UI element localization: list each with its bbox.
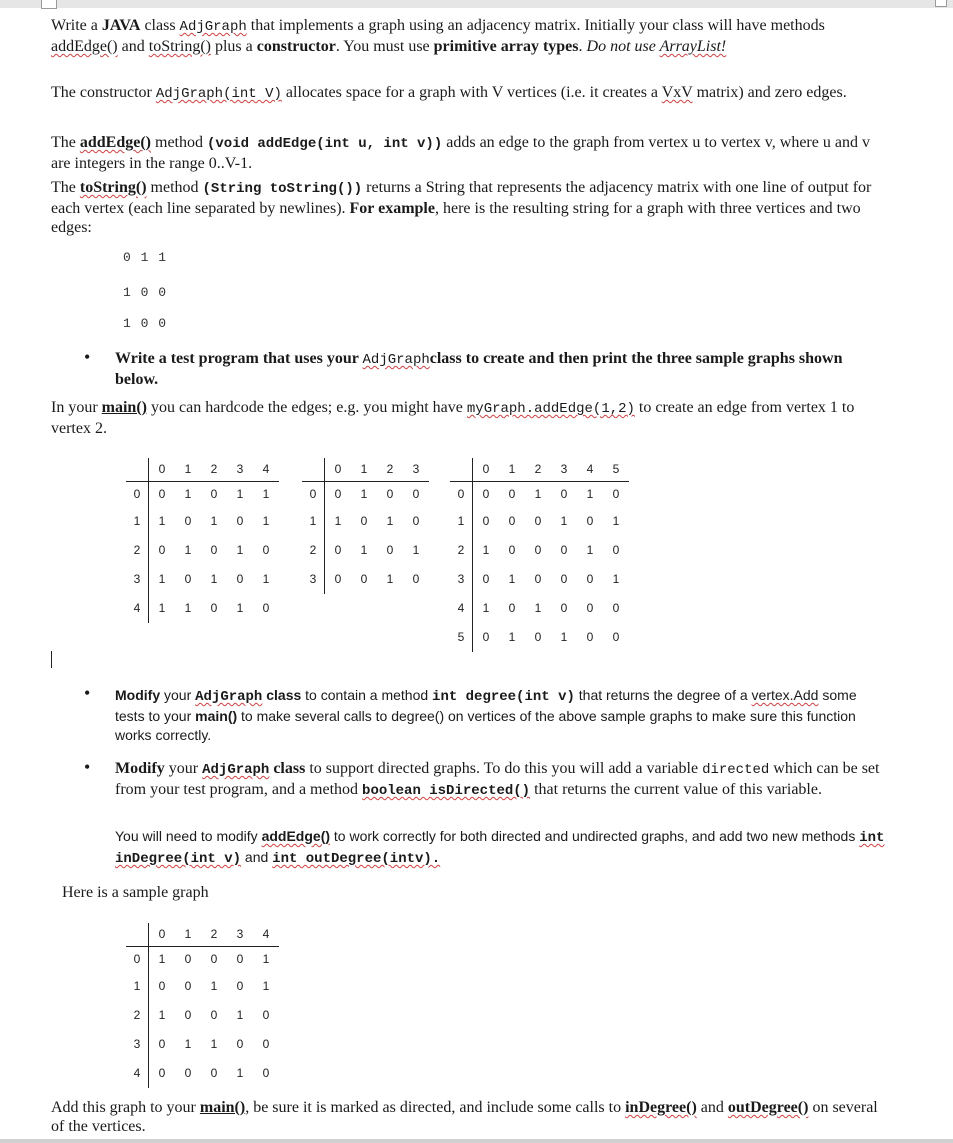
matrix-cell: 0: [508, 514, 516, 528]
matrix-cell: 0: [236, 572, 244, 586]
addedge-paragraph: The addEdge() method (void addEdge(int u, int v)) adds an edge to the graph from vertex u to vertex v, where u and v are integers in the range 0..V-1.: [51, 134, 870, 172]
matrix-row: [450, 565, 629, 594]
matrix-row: [450, 482, 629, 508]
matrix-cell: 0: [184, 1008, 192, 1022]
matrix-cell: 1: [210, 514, 218, 528]
matrix-row-header: 2: [126, 1001, 149, 1030]
matrix-column-header: 3: [227, 458, 253, 482]
matrix-cell: 1: [360, 487, 368, 501]
sample-graph-label: Here is a sample graph: [62, 884, 209, 901]
matrix-corner-cell: [302, 458, 325, 482]
matrix-cell: 0: [158, 1037, 166, 1051]
matrix-cell: 0: [334, 487, 342, 501]
matrix-cell: 0: [236, 514, 244, 528]
matrix-cell: 0: [210, 601, 218, 615]
matrix-row-header: 1: [126, 507, 149, 536]
matrix-cell: 1: [386, 572, 394, 586]
matrix-cell: 0: [210, 487, 218, 501]
bullet-marker: •: [84, 347, 91, 367]
matrix-cell: 1: [184, 487, 192, 501]
matrix-cell: 0: [508, 487, 516, 501]
degree-bullet: Modify your AdjGraph class to contain a method int degree(int v) that returns the degree of a vertex.Add some tests to your main() to make several calls to degree() on vertices of the above sample graphs to make sure this function works correctly.: [115, 687, 857, 743]
matrix-cell: 0: [184, 1066, 192, 1080]
sample-graph-matrix-3: [450, 458, 629, 652]
matrix-cell: 1: [360, 543, 368, 557]
directed-sample-matrix: [126, 923, 279, 1088]
matrix-cell: 1: [158, 601, 166, 615]
matrix-row-header: 4: [450, 594, 473, 623]
matrix-cell: 0: [586, 630, 594, 644]
matrix-cell: 0: [612, 543, 620, 557]
matrix-cell: 1: [210, 1037, 218, 1051]
matrix-column-header: 2: [525, 458, 551, 482]
matrix-cell: 1: [158, 572, 166, 586]
matrix-column-header: 0: [325, 458, 352, 482]
matrix-column-header: 3: [227, 923, 253, 947]
matrix-cell: 1: [612, 572, 620, 586]
matrix-row-header: 0: [450, 482, 473, 508]
matrix-cell: 0: [236, 952, 244, 966]
matrix-row: [126, 947, 279, 973]
matrix-column-header: 2: [377, 458, 403, 482]
matrix-row: [126, 1001, 279, 1030]
page-corner-marker: [41, 0, 57, 9]
matrix-cell: 0: [560, 487, 568, 501]
matrix-cell: 0: [386, 487, 394, 501]
matrix-cell: 1: [482, 543, 490, 557]
matrix-cell: 0: [412, 572, 420, 586]
matrix-corner-cell: [126, 923, 149, 947]
matrix-cell: 0: [560, 543, 568, 557]
matrix-row: [126, 507, 279, 536]
matrix-row-header: 4: [126, 594, 149, 623]
matrix-cell: 0: [482, 487, 490, 501]
matrix-cell: 1: [262, 979, 270, 993]
matrix-row: [126, 594, 279, 623]
matrix-column-header: 1: [175, 923, 201, 947]
matrix-row-header: 3: [450, 565, 473, 594]
sample-graph-matrix-2: [302, 458, 429, 594]
matrix-cell: 1: [158, 1008, 166, 1022]
matrix-cell: 1: [334, 514, 342, 528]
matrix-cell: 0: [412, 487, 420, 501]
matrix-cell: 0: [534, 514, 542, 528]
matrix-row-header: 2: [450, 536, 473, 565]
matrix-row: [450, 623, 629, 652]
example-output-row: 1 0 0: [123, 285, 168, 300]
matrix-row-header: 2: [302, 536, 325, 565]
matrix-column-header: 3: [551, 458, 577, 482]
matrix-row: [126, 565, 279, 594]
matrix-row: [126, 482, 279, 508]
matrix-cell: 0: [534, 572, 542, 586]
matrix-corner-cell: [450, 458, 473, 482]
text-cursor: [51, 651, 52, 668]
matrix-cell: 0: [262, 1037, 270, 1051]
matrix-cell: 1: [508, 630, 516, 644]
matrix-cell: 0: [262, 601, 270, 615]
matrix-cell: 0: [560, 601, 568, 615]
matrix-cell: 0: [210, 1066, 218, 1080]
matrix-row-header: 3: [302, 565, 325, 594]
matrix-cell: 1: [262, 572, 270, 586]
matrix-column-header: 0: [473, 458, 500, 482]
matrix-cell: 1: [412, 543, 420, 557]
matrix-cell: 0: [360, 572, 368, 586]
matrix-cell: 1: [158, 952, 166, 966]
bottom-page-border: [0, 1139, 953, 1143]
matrix-row-header: 0: [126, 482, 149, 508]
matrix-cell: 1: [210, 979, 218, 993]
matrix-cell: 0: [236, 1037, 244, 1051]
modify-addedge-paragraph: You will need to modify addEdge() to work correctly for both directed and undirected graphs, and add two new methods int inDegree(int v) and int outDegree(intv).: [115, 828, 885, 867]
matrix-cell: 1: [262, 487, 270, 501]
matrix-cell: 1: [236, 487, 244, 501]
matrix-cell: 1: [236, 1008, 244, 1022]
bullet-marker: •: [84, 683, 91, 703]
matrix-cell: 0: [386, 543, 394, 557]
main-paragraph: In your main() you can hardcode the edges; e.g. you might have myGraph.addEdge(1,2) to create an edge from vertex 1 to vertex 2.: [51, 399, 855, 437]
matrix-cell: 0: [158, 487, 166, 501]
matrix-column-header: 2: [201, 458, 227, 482]
matrix-cell: 0: [586, 601, 594, 615]
directed-bullet: Modify your AdjGraph class to support directed graphs. To do this you will add a variable directed which can be set from your test program, and a method boolean isDirected() that returns the current value of this variable.: [115, 760, 880, 799]
matrix-row-header: 3: [126, 1030, 149, 1059]
matrix-cell: 1: [210, 572, 218, 586]
matrix-column-header: 1: [351, 458, 377, 482]
matrix-cell: 0: [586, 572, 594, 586]
matrix-cell: 1: [482, 601, 490, 615]
example-output-row: 0 1 1: [123, 250, 168, 265]
matrix-cell: 0: [534, 630, 542, 644]
matrix-cell: 0: [210, 543, 218, 557]
matrix-cell: 0: [586, 514, 594, 528]
test-program-bullet: Write a test program that uses your AdjGraphclass to create and then print the three sample graphs shown below.: [115, 350, 843, 388]
tostring-paragraph: The toString() method (String toString()) returns a String that represents the adjacency matrix with one line of output for each vertex (each line separated by newlines). For example, here is the resulting string for a graph with three vertices and two edges:: [51, 179, 872, 236]
matrix-row: [302, 507, 429, 536]
top-page-border: [0, 0, 953, 8]
matrix-cell: 1: [508, 572, 516, 586]
intro-paragraph: Write a JAVA class AdjGraph that implements a graph using an adjacency matrix. Initially your class will have methods addEdge() and toString() plus a constructor. You must use primitive array types. Do not use ArrayList!: [51, 17, 825, 55]
matrix-column-header: 5: [603, 458, 629, 482]
matrix-cell: 1: [612, 514, 620, 528]
constructor-paragraph: The constructor AdjGraph(int V) allocates space for a graph with V vertices (i.e. it creates a VxV matrix) and zero edges.: [51, 84, 847, 102]
matrix-row-header: 2: [126, 536, 149, 565]
matrix-row-header: 1: [302, 507, 325, 536]
matrix-row: [302, 482, 429, 508]
matrix-cell: 0: [412, 514, 420, 528]
matrix-cell: 0: [560, 572, 568, 586]
matrix-row: [302, 536, 429, 565]
matrix-row: [450, 507, 629, 536]
matrix-cell: 1: [262, 514, 270, 528]
matrix-cell: 1: [184, 601, 192, 615]
example-output-row: 1 0 0: [123, 316, 168, 331]
matrix-row: [126, 1059, 279, 1088]
matrix-row: [126, 536, 279, 565]
matrix-row-header: 0: [126, 947, 149, 973]
matrix-cell: 0: [508, 601, 516, 615]
matrix-cell: 1: [236, 1066, 244, 1080]
matrix-cell: 0: [360, 514, 368, 528]
matrix-row-header: 3: [126, 565, 149, 594]
matrix-cell: 0: [184, 979, 192, 993]
matrix-cell: 1: [184, 1037, 192, 1051]
matrix-column-header: 4: [253, 458, 279, 482]
matrix-cell: 0: [158, 543, 166, 557]
matrix-cell: 1: [586, 543, 594, 557]
matrix-row-header: 4: [126, 1059, 149, 1088]
matrix-cell: 0: [210, 1008, 218, 1022]
matrix-cell: 0: [508, 543, 516, 557]
matrix-corner-cell: [126, 458, 149, 482]
matrix-cell: 0: [184, 952, 192, 966]
matrix-cell: 0: [334, 572, 342, 586]
matrix-column-header: 0: [149, 458, 176, 482]
page-corner-marker-right: [935, 0, 947, 7]
matrix-cell: 0: [184, 572, 192, 586]
matrix-cell: 0: [482, 514, 490, 528]
matrix-row-header: 1: [450, 507, 473, 536]
matrix-cell: 1: [262, 952, 270, 966]
matrix-cell: 1: [236, 543, 244, 557]
matrix-cell: 0: [482, 572, 490, 586]
matrix-cell: 0: [158, 979, 166, 993]
matrix-cell: 0: [210, 952, 218, 966]
matrix-row-header: 0: [302, 482, 325, 508]
matrix-column-header: 2: [201, 923, 227, 947]
matrix-cell: 1: [158, 514, 166, 528]
matrix-cell: 1: [586, 487, 594, 501]
matrix-cell: 0: [236, 979, 244, 993]
matrix-column-header: 0: [149, 923, 176, 947]
matrix-cell: 1: [560, 514, 568, 528]
final-paragraph: Add this graph to your main(), be sure it is marked as directed, and include some calls to inDegree() and outDegree() on several of the vertices.: [51, 1099, 878, 1135]
matrix-cell: 0: [482, 630, 490, 644]
matrix-cell: 0: [184, 514, 192, 528]
matrix-column-header: 4: [253, 923, 279, 947]
matrix-cell: 0: [612, 601, 620, 615]
matrix-column-header: 1: [499, 458, 525, 482]
matrix-cell: 0: [334, 543, 342, 557]
matrix-cell: 1: [386, 514, 394, 528]
matrix-row: [126, 1030, 279, 1059]
matrix-cell: 0: [262, 1066, 270, 1080]
matrix-cell: 0: [534, 543, 542, 557]
matrix-cell: 0: [612, 630, 620, 644]
matrix-column-header: 3: [403, 458, 429, 482]
matrix-row-header: 1: [126, 972, 149, 1001]
matrix-cell: 0: [612, 487, 620, 501]
matrix-cell: 1: [534, 601, 542, 615]
matrix-cell: 1: [560, 630, 568, 644]
sample-graph-matrix-1: [126, 458, 279, 623]
matrix-row: [450, 536, 629, 565]
matrix-cell: 1: [184, 543, 192, 557]
matrix-row-header: 5: [450, 623, 473, 652]
matrix-row: [126, 972, 279, 1001]
matrix-row: [450, 594, 629, 623]
matrix-cell: 0: [262, 1008, 270, 1022]
matrix-column-header: 1: [175, 458, 201, 482]
matrix-cell: 1: [236, 601, 244, 615]
matrix-cell: 0: [158, 1066, 166, 1080]
bullet-marker: •: [84, 757, 91, 777]
matrix-cell: 0: [262, 543, 270, 557]
matrix-row: [302, 565, 429, 594]
matrix-cell: 1: [534, 487, 542, 501]
matrix-column-header: 4: [577, 458, 603, 482]
